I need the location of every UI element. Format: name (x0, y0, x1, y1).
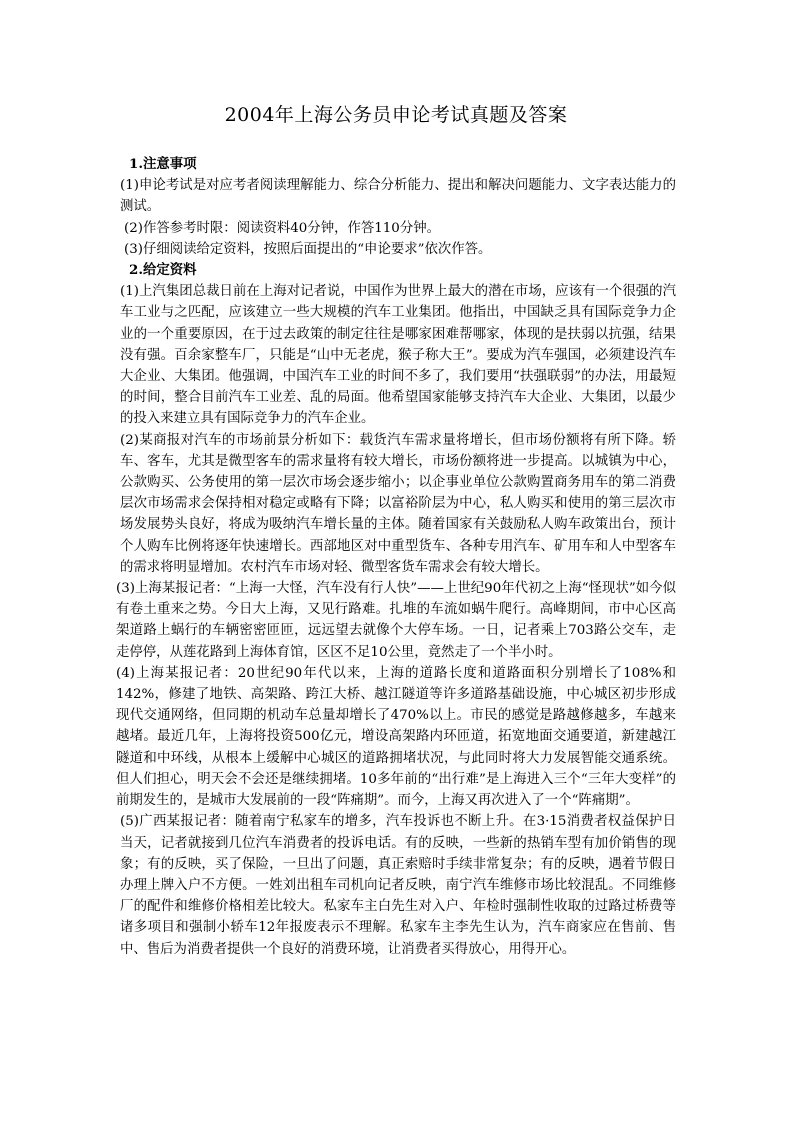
notes-item-3: (3)仔细阅读给定资料，按照后面提出的“申论要求”依次作答。 (124, 241, 492, 257)
section-heading-notes: 1.注意事项 (129, 156, 197, 172)
document-page (116, 103, 676, 960)
material-paragraph-4: (4)上海某报记者：20世纪90年代以来，上海的道路长度和道路面积分别增长了108%和142%，修建了地铁、高架路、跨江大桥、越江隧道等许多道路基础设施，中心城区初步形成现代交通网络，但同期的机动车总量却增长了470%以上。市民的感觉是路越修越多，车越来越堵。最近几年，上海将投资500亿元，增设高架路内环匝道，拓宽地面交通要道，新建越江隧道和中环线，从根本上缓解中心城区的道路拥堵状况，与此同时将大力发展智能交通系统。但人们担心，明天会不会还是继续拥堵。10多年前的“出行难”是上海进入三个“三年大变样”的前期发生的，是城市大发展前的一段“阵痛期”。而今，上海又再次进入了一个“阵痛期”。 (116, 665, 676, 809)
material-paragraph-3: (3)上海某报记者：“上海一大怪，汽车没有行人快”——上世纪90年代初之上海“怪现状”如今似有卷土重来之势。今日大上海，又见行路难。扎堆的车流如蜗牛爬行。高峰期间，市中心区高架道路上蜗行的车辆密密匝匝，远远望去就像个大停车场。一日，记者乘上703路公交车，走走停停，从莲花路到上海体育馆，区区不足10公里，竟然走了一个半小时。 (116, 581, 676, 660)
section-heading-materials: 2.给定资料 (129, 262, 197, 279)
document-title: 2004年上海公务员申论考试真题及答案 (224, 104, 568, 126)
material-paragraph-1: (1)上汽集团总裁日前在上海对记者说，中国作为世界上最大的潜在市场，应该有一个很强的汽车工业与之匹配，应该建立一些大规模的汽车工业集团。他指出，中国缺乏具有国际竞争力企业的一个重要原因，在于过去政策的制定往往是哪家困难帮哪家，体现的是扶弱以抗强，结果没有强。百余家整车厂，只能是“山中无老虎，猴子称大王”。要成为汽车强国，必须建设汽车大企业、大集团。他强调，中国汽车工业的时间不多了，我们要用“扶强联弱”的办法，用最短的时间，整合目前汽车工业差、乱的局面。他希望国家能够支持汽车大企业、大集团，以最少的投入来建立具有国际竞争力的汽车企业。 (120, 284, 676, 427)
material-paragraph-5: (5)广西某报记者：随着南宁私家车的增多，汽车投诉也不断上升。在3·15消费者权益保护日当天，记者就接到几位汽车消费者的投诉电话。有的反映，一些新的热销车型有加价销售的现象；有的反映，买了保险，一旦出了问题，真正索赔时手续非常复杂；有的反映，遇着节假日办理上牌入户不方便。一姓刘出租车司机向记者反映，南宁汽车维修市场比较混乱。不同维修厂的配件和维修价格相差比较大。私家车主白先生对入户、年检时强制性收取的过路过桥费等诸多项目和强制小轿车12年报废表示不理解。私家车主李先生认为，汽车商家应在售前、售中、售后为消费者提供一个良好的消费环境，让消费者买得放心，用得开心。 (120, 814, 676, 957)
notes-item-2: (2)作答参考时限：阅读资料40分钟，作答110分钟。 (124, 220, 440, 236)
notes-item-1: (1)申论考试是对应考者阅读理解能力、综合分析能力、提出和解决问题能力、文字表达能力的测试。 (120, 178, 676, 215)
material-paragraph-2: (2)某商报对汽车的市场前景分析如下：载货汽车需求量将增长，但市场份额将有所下降。轿车、客车，尤其是微型客车的需求量将有较大增长，市场份额将进一步提高。以城镇为中心，公款购买、公务使用的第一层次市场会逐步缩小；以企事业单位公款购置商务用车的第二消费层次市场需求会保持相对稳定或略有下降；以富裕阶层为中心，私人购买和使用的第三层次市场发展势头良好，将成为吸纳汽车增长量的主体。随着国家有关鼓励私人购车政策出台，预计个人购车比例将逐年快速增长。西部地区对中重型货车、各种专用汽车、矿用车和人中型客车的需求将明显增加。农村汽车市场对轻、微型客货车需求会有较大增长。 (120, 432, 676, 575)
